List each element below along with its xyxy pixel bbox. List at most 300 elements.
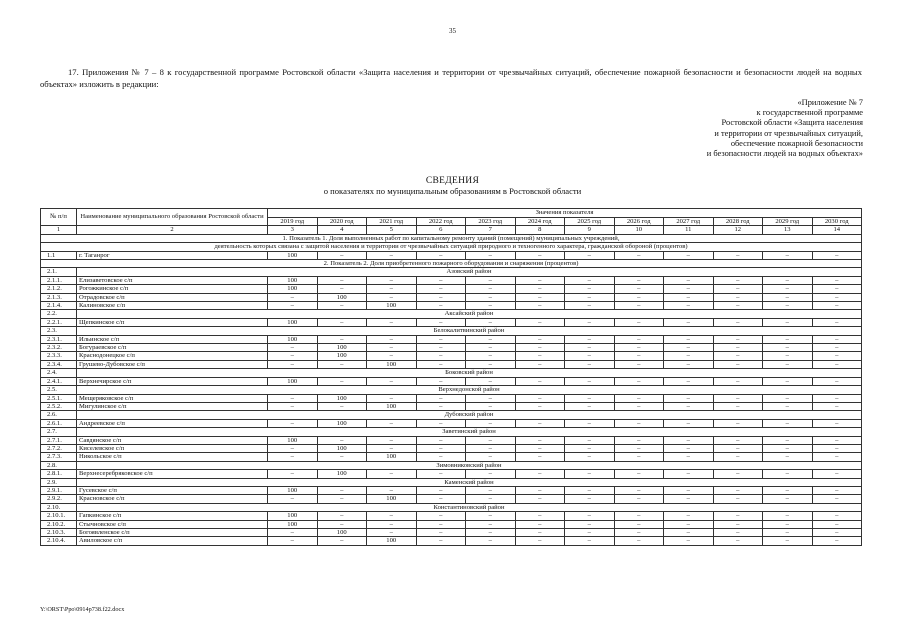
indicator-value: – xyxy=(317,402,367,410)
indicator-value: – xyxy=(367,486,417,494)
row-number: 2.5. xyxy=(41,386,77,394)
indicator-value: – xyxy=(268,352,318,360)
indicator-value: – xyxy=(416,285,466,293)
indicator-value: – xyxy=(614,512,664,520)
indicator-value: – xyxy=(664,402,714,410)
column-number: 3 xyxy=(268,226,318,235)
indicator-value: – xyxy=(565,436,615,444)
indicator-value: – xyxy=(317,495,367,503)
indicator-value: – xyxy=(664,520,714,528)
indicator-value: – xyxy=(763,453,813,461)
indicator-value: – xyxy=(466,402,516,410)
indicator-value: – xyxy=(466,344,516,352)
municipality-name: Богураевское с/п xyxy=(77,344,268,352)
row-number: 2.2. xyxy=(41,310,77,318)
indicator-value: – xyxy=(614,318,664,326)
indicator-value: – xyxy=(614,520,664,528)
header-year: 2028 год xyxy=(713,217,763,226)
indicator-value: 100 xyxy=(268,276,318,284)
row-number: 2.1. xyxy=(41,268,77,276)
header-year: 2021 год xyxy=(367,217,417,226)
indicator-value: – xyxy=(466,276,516,284)
indicator-value: – xyxy=(664,537,714,545)
indicator-value: – xyxy=(812,293,862,301)
indicator-value: – xyxy=(416,419,466,427)
indicator-value: – xyxy=(367,394,417,402)
indicator-value: 100 xyxy=(268,520,318,528)
municipality-name: Елизаветовское с/п xyxy=(77,276,268,284)
header-year: 2027 год xyxy=(664,217,714,226)
table-row xyxy=(41,285,862,293)
annex-line: Ростовской области «Защита населения xyxy=(721,118,863,128)
indicator-value: – xyxy=(614,276,664,284)
indicator-value: – xyxy=(317,276,367,284)
header-year: 2029 год xyxy=(763,217,813,226)
row-number: 2.8.1. xyxy=(41,470,77,478)
indicator-value: – xyxy=(763,335,813,343)
indicator-value: – xyxy=(713,360,763,368)
district-row xyxy=(41,461,862,469)
indicator-value: – xyxy=(614,486,664,494)
indicator-value: – xyxy=(763,495,813,503)
indicator-value: – xyxy=(268,444,318,452)
municipality-name: Гапкинское с/п xyxy=(77,512,268,520)
district-row xyxy=(41,310,862,318)
indicator-value: – xyxy=(416,318,466,326)
indicator-value: – xyxy=(317,318,367,326)
indicator-value: – xyxy=(515,276,565,284)
indicator-value: – xyxy=(713,344,763,352)
indicator-value: – xyxy=(515,302,565,310)
indicator-value: – xyxy=(713,444,763,452)
indicator-value: – xyxy=(466,453,516,461)
row-number: 2.10.1. xyxy=(41,512,77,520)
district-name: Заветинский район xyxy=(77,428,862,436)
indicator-value: – xyxy=(763,352,813,360)
indicator-value: – xyxy=(367,520,417,528)
indicator-value: 100 xyxy=(268,251,318,259)
indicator-value: – xyxy=(664,486,714,494)
indicator-value: – xyxy=(466,444,516,452)
district-name: Белокалитвинский район xyxy=(77,327,862,335)
indicator-value: – xyxy=(614,377,664,385)
indicator-value: – xyxy=(416,335,466,343)
indicator-value: – xyxy=(466,285,516,293)
column-number: 7 xyxy=(466,226,516,235)
indicator-value: – xyxy=(416,377,466,385)
row-number: 2.4.1. xyxy=(41,377,77,385)
indicator-value: – xyxy=(812,360,862,368)
indicator-value: – xyxy=(812,352,862,360)
indicator-value: – xyxy=(713,394,763,402)
indicator-section-text: 1. Показатель 1. Доля выполненных работ по капитальному ремонту зданий (помещений) муниципальных учреждений, xyxy=(41,234,862,242)
indicator-value: – xyxy=(812,419,862,427)
indicator-value: 100 xyxy=(268,335,318,343)
indicator-value: – xyxy=(812,394,862,402)
table-row xyxy=(41,444,862,452)
indicator-value: – xyxy=(812,537,862,545)
district-name: Зимовниковский район xyxy=(77,461,862,469)
file-path-footer: Y:\ORST\Ppo\0914p738.f22.docx xyxy=(40,606,125,613)
municipality-name: Ильинское с/п xyxy=(77,335,268,343)
indicator-value: – xyxy=(664,470,714,478)
indicator-value: – xyxy=(614,251,664,259)
row-number: 2.1.2. xyxy=(41,285,77,293)
table-row xyxy=(41,335,862,343)
indicator-value: – xyxy=(565,486,615,494)
indicator-value: – xyxy=(614,495,664,503)
annex-line: к государственной программе xyxy=(756,108,863,118)
indicator-value: – xyxy=(466,495,516,503)
indicator-value: – xyxy=(416,537,466,545)
indicator-value: – xyxy=(812,520,862,528)
indicator-value: – xyxy=(515,537,565,545)
indicator-value: – xyxy=(565,495,615,503)
indicator-value: – xyxy=(565,402,615,410)
column-number: 5 xyxy=(367,226,417,235)
indicator-value: – xyxy=(763,318,813,326)
indicator-value: – xyxy=(664,335,714,343)
indicator-value: – xyxy=(614,285,664,293)
indicator-value: – xyxy=(614,344,664,352)
header-year: 2025 год xyxy=(565,217,615,226)
document-title: СВЕДЕНИЯ xyxy=(425,176,480,186)
indicator-value: – xyxy=(466,293,516,301)
indicator-value: – xyxy=(565,251,615,259)
indicator-value: – xyxy=(614,352,664,360)
table-row xyxy=(41,486,862,494)
district-name: Дубовский район xyxy=(77,411,862,419)
row-number: 2.6. xyxy=(41,411,77,419)
column-number: 12 xyxy=(713,226,763,235)
indicator-value: – xyxy=(515,444,565,452)
row-number: 2.1.3. xyxy=(41,293,77,301)
indicator-value: – xyxy=(268,360,318,368)
indicator-value: – xyxy=(812,251,862,259)
indicator-value: – xyxy=(664,495,714,503)
indicator-value: – xyxy=(763,344,813,352)
indicator-value: – xyxy=(416,512,466,520)
table-row xyxy=(41,318,862,326)
indicator-value: – xyxy=(466,360,516,368)
indicator-value: – xyxy=(812,453,862,461)
row-number: 2.2.1. xyxy=(41,318,77,326)
header-number: № п/п xyxy=(41,209,77,226)
indicator-value: – xyxy=(812,344,862,352)
indicator-value: – xyxy=(416,251,466,259)
indicator-value: – xyxy=(763,402,813,410)
indicator-section-row xyxy=(41,243,862,251)
table-row xyxy=(41,276,862,284)
indicator-value: – xyxy=(367,419,417,427)
indicator-value: – xyxy=(664,453,714,461)
indicator-value: – xyxy=(515,344,565,352)
indicator-value: – xyxy=(812,529,862,537)
district-row xyxy=(41,428,862,436)
indicator-value: 100 xyxy=(367,360,417,368)
row-number: 2.10.3. xyxy=(41,529,77,537)
indicator-section-text: 2. Показатель 2. Доля приобретенного пожарного оборудования и снаряжения (процентов) xyxy=(41,260,862,268)
indicator-value: – xyxy=(466,512,516,520)
indicator-value: – xyxy=(565,377,615,385)
indicator-value: – xyxy=(416,344,466,352)
indicator-value: 100 xyxy=(367,537,417,545)
indicator-value: – xyxy=(317,436,367,444)
indicator-value: – xyxy=(416,302,466,310)
municipality-name: Калиновское с/п xyxy=(77,302,268,310)
municipality-name: Щепкинское с/п xyxy=(77,318,268,326)
indicator-value: – xyxy=(466,377,516,385)
header-year: 2022 год xyxy=(416,217,466,226)
municipality-name: Красновское с/п xyxy=(77,495,268,503)
district-name: Азовский район xyxy=(77,268,862,276)
indicator-value: – xyxy=(763,419,813,427)
indicator-value: – xyxy=(268,537,318,545)
indicator-value: 100 xyxy=(268,436,318,444)
row-number: 2.5.2. xyxy=(41,402,77,410)
indicator-section-row xyxy=(41,260,862,268)
municipality-name: Грушево-Дубовское с/п xyxy=(77,360,268,368)
municipality-name: Мигулинское с/п xyxy=(77,402,268,410)
indicator-value: 100 xyxy=(367,302,417,310)
indicator-value: 100 xyxy=(268,318,318,326)
column-number: 11 xyxy=(664,226,714,235)
indicator-value: – xyxy=(268,453,318,461)
indicator-value: – xyxy=(416,360,466,368)
indicator-value: – xyxy=(367,512,417,520)
indicator-value: – xyxy=(367,529,417,537)
indicator-value: – xyxy=(664,419,714,427)
indicator-value: – xyxy=(713,318,763,326)
indicator-value: – xyxy=(713,419,763,427)
district-row xyxy=(41,327,862,335)
annex-line: и безопасности людей на водных объектах» xyxy=(706,149,863,159)
indicator-value: – xyxy=(268,394,318,402)
indicator-value: – xyxy=(664,444,714,452)
header-year: 2019 год xyxy=(268,217,318,226)
table-row xyxy=(41,470,862,478)
indicator-value: – xyxy=(614,537,664,545)
indicator-value: – xyxy=(466,318,516,326)
indicator-value: – xyxy=(713,302,763,310)
municipality-name: Андреевское с/п xyxy=(77,419,268,427)
indicator-value: – xyxy=(763,436,813,444)
indicator-value: – xyxy=(763,529,813,537)
indicator-value: – xyxy=(515,285,565,293)
column-number: 8 xyxy=(515,226,565,235)
indicator-value: – xyxy=(268,293,318,301)
indicator-value: – xyxy=(713,436,763,444)
municipality-name: Рогожкинское с/п xyxy=(77,285,268,293)
indicator-value: – xyxy=(763,302,813,310)
indicator-value: – xyxy=(515,470,565,478)
indicator-value: 100 xyxy=(268,377,318,385)
indicator-value: – xyxy=(614,436,664,444)
indicator-value: – xyxy=(416,444,466,452)
indicator-value: – xyxy=(416,394,466,402)
indicator-value: – xyxy=(812,302,862,310)
indicator-value: – xyxy=(614,453,664,461)
indicator-value: – xyxy=(466,537,516,545)
indicator-value: 100 xyxy=(268,512,318,520)
indicator-value: – xyxy=(763,512,813,520)
row-number: 2.3.2. xyxy=(41,344,77,352)
indicator-value: – xyxy=(268,470,318,478)
municipality-name: Краснодонецкое с/п xyxy=(77,352,268,360)
indicator-value: 100 xyxy=(317,293,367,301)
indicator-value: – xyxy=(317,512,367,520)
indicator-value: – xyxy=(416,453,466,461)
indicator-value: – xyxy=(763,360,813,368)
indicator-value: 100 xyxy=(317,419,367,427)
indicator-value: – xyxy=(763,276,813,284)
indicator-value: – xyxy=(664,285,714,293)
indicator-value: – xyxy=(317,302,367,310)
indicator-value: – xyxy=(515,495,565,503)
indicator-value: – xyxy=(416,402,466,410)
column-number: 13 xyxy=(763,226,813,235)
municipality-name: Никольское с/п xyxy=(77,453,268,461)
district-row xyxy=(41,503,862,511)
indicator-value: – xyxy=(565,529,615,537)
row-number: 2.6.1. xyxy=(41,419,77,427)
indicator-value: – xyxy=(416,276,466,284)
district-row xyxy=(41,411,862,419)
table-row xyxy=(41,402,862,410)
row-number: 2.9.2. xyxy=(41,495,77,503)
municipality-name: Авиловское с/п xyxy=(77,537,268,545)
indicator-value: – xyxy=(416,529,466,537)
indicator-value: – xyxy=(416,486,466,494)
row-number: 2.7.3. xyxy=(41,453,77,461)
indicator-value: – xyxy=(466,394,516,402)
indicator-value: – xyxy=(713,495,763,503)
indicator-value: – xyxy=(763,285,813,293)
column-number: 10 xyxy=(614,226,664,235)
indicator-value: – xyxy=(614,402,664,410)
indicator-value: – xyxy=(565,394,615,402)
indicator-value: – xyxy=(763,293,813,301)
indicator-value: – xyxy=(713,486,763,494)
district-row xyxy=(41,478,862,486)
indicator-value: – xyxy=(466,352,516,360)
row-number: 1.1 xyxy=(41,251,77,259)
indicator-value: – xyxy=(317,251,367,259)
indicator-value: – xyxy=(565,537,615,545)
municipality-name: Киселевское с/п xyxy=(77,444,268,452)
indicator-value: – xyxy=(515,486,565,494)
indicator-value: – xyxy=(614,394,664,402)
municipality-name: Гусевское с/п xyxy=(77,486,268,494)
column-number: 14 xyxy=(812,226,862,235)
indicator-value: – xyxy=(317,537,367,545)
indicator-value: – xyxy=(565,360,615,368)
indicator-value: – xyxy=(664,436,714,444)
indicator-value: – xyxy=(812,436,862,444)
indicators-table xyxy=(40,208,862,546)
indicator-value: – xyxy=(317,377,367,385)
indicator-value: – xyxy=(763,394,813,402)
indicator-value: – xyxy=(664,377,714,385)
indicator-value: – xyxy=(664,276,714,284)
indicator-value: – xyxy=(763,537,813,545)
indicator-value: – xyxy=(565,335,615,343)
indicator-value: – xyxy=(713,276,763,284)
table-row xyxy=(41,419,862,427)
indicator-value: – xyxy=(466,251,516,259)
document-subtitle: о показателях по муниципальным образованиям в Ростовской области xyxy=(323,186,582,196)
row-number: 2.10. xyxy=(41,503,77,511)
indicator-value: – xyxy=(664,529,714,537)
indicator-value: – xyxy=(367,276,417,284)
page-number: 35 xyxy=(449,27,456,35)
annex-line: и территории от чрезвычайных ситуаций, xyxy=(714,128,863,138)
indicator-value: – xyxy=(565,293,615,301)
municipality-name: г. Таганрог xyxy=(77,251,268,259)
indicator-value: – xyxy=(416,293,466,301)
indicator-value: – xyxy=(565,302,615,310)
indicator-value: – xyxy=(268,302,318,310)
indicator-value: – xyxy=(614,360,664,368)
indicator-value: 100 xyxy=(317,470,367,478)
table-row xyxy=(41,512,862,520)
indicator-value: – xyxy=(565,470,615,478)
indicator-value: – xyxy=(515,512,565,520)
indicator-value: – xyxy=(367,285,417,293)
indicator-value: – xyxy=(416,470,466,478)
indicator-value: – xyxy=(515,352,565,360)
indicator-value: – xyxy=(367,470,417,478)
row-number: 2.8. xyxy=(41,461,77,469)
indicator-value: – xyxy=(515,529,565,537)
table-row xyxy=(41,537,862,545)
municipality-name: Богоявленское с/п xyxy=(77,529,268,537)
indicator-value: – xyxy=(565,318,615,326)
indicator-value: – xyxy=(812,276,862,284)
indicator-value: – xyxy=(317,520,367,528)
row-number: 2.1.4. xyxy=(41,302,77,310)
indicator-value: – xyxy=(713,512,763,520)
indicator-value: – xyxy=(763,444,813,452)
municipality-name: Верхнесеребряковское с/п xyxy=(77,470,268,478)
header-year: 2026 год xyxy=(614,217,664,226)
indicator-value: – xyxy=(812,470,862,478)
indicator-value: – xyxy=(466,302,516,310)
indicator-value: – xyxy=(664,352,714,360)
indicator-value: – xyxy=(367,335,417,343)
indicator-value: 100 xyxy=(367,495,417,503)
header-year: 2030 год xyxy=(812,217,862,226)
indicator-value: – xyxy=(812,318,862,326)
indicator-value: – xyxy=(713,335,763,343)
indicator-section-row xyxy=(41,234,862,242)
column-number: 6 xyxy=(416,226,466,235)
indicator-value: – xyxy=(614,470,664,478)
row-number: 2.3.4. xyxy=(41,360,77,368)
table-row xyxy=(41,520,862,528)
table-row xyxy=(41,352,862,360)
indicator-value: – xyxy=(317,285,367,293)
header-year: 2024 год xyxy=(515,217,565,226)
indicator-value: – xyxy=(416,352,466,360)
indicator-section-text: деятельность которых связана с защитой населения и территории от чрезвычайных ситуаций природного и техногенного характера, гражданской обороной (процентов) xyxy=(41,243,862,251)
indicator-value: – xyxy=(367,318,417,326)
indicator-value: – xyxy=(317,335,367,343)
municipality-name: Савдянское с/п xyxy=(77,436,268,444)
district-row xyxy=(41,268,862,276)
indicator-value: 100 xyxy=(268,486,318,494)
indicator-value: – xyxy=(812,495,862,503)
